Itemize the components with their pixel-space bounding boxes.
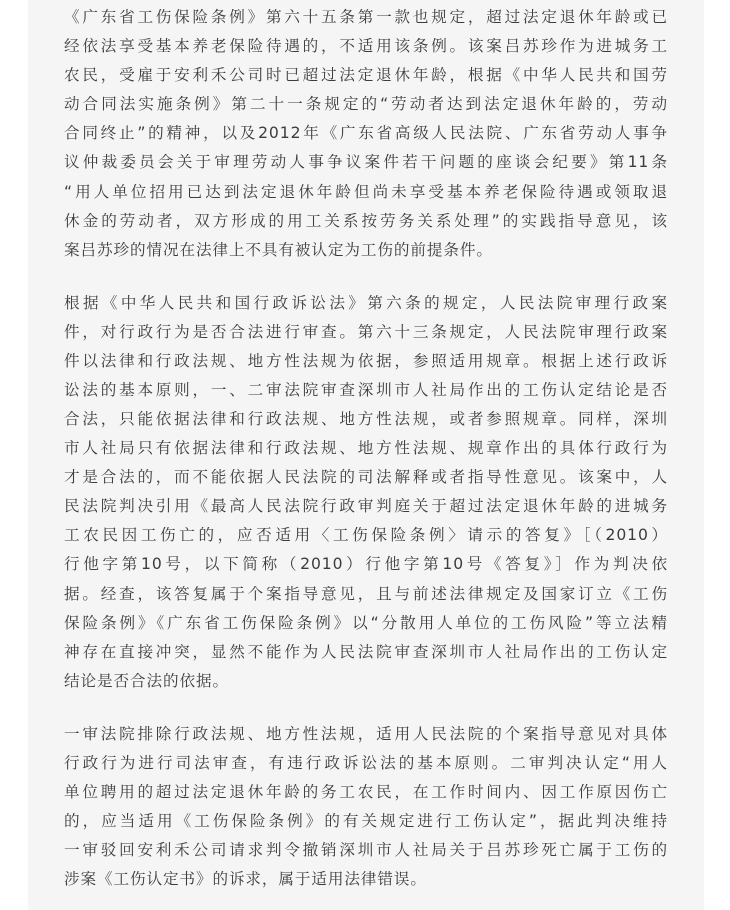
- text-line: 件，对行政行为是否合法进行审查。第六十三条规定，人民法院审理行政案: [64, 322, 668, 341]
- text-line: 神存在直接冲突，显然不能作为人民法院审查深圳市人社局作出的工伤认定: [64, 642, 668, 661]
- text-line: 市人社局只有依据法律和行政法规、地方性法规、规章作出的具体行政行为: [64, 439, 668, 458]
- article-body: [64, 3, 668, 894]
- text-line: 一审法院排除行政法规、地方性法规，适用人民法院的个案指导意见对具体: [64, 724, 668, 743]
- text-line: 才是合法的，而不能依据人民法院的司法解释或者指导性意见。该案中，人: [64, 468, 668, 487]
- paragraph-1: [64, 3, 668, 265]
- text-line: “用人单位招用已达到法定退休年龄但尚未享受基本养老保险待遇或领取退: [64, 182, 668, 201]
- text-line: 工农民因工伤亡的，应否适用〈工伤保险条例〉请示的答复》［（2010）: [64, 526, 668, 545]
- text-line: 农民，受雇于安利禾公司时已超过法定退休年龄，根据《中华人民共和国劳: [64, 66, 668, 85]
- text-line: 结论是否合法的依据。: [64, 671, 229, 690]
- text-line: 经依法享受基本养老保险待遇的，不适用该条例。该案吕苏珍作为进城务工: [64, 37, 668, 56]
- text-line: 根据《中华人民共和国行政诉讼法》第六条的规定，人民法院审理行政案: [64, 293, 668, 312]
- text-line: 讼法的基本原则，一、二审法院审查深圳市人社局作出的工伤认定结论是否: [64, 380, 668, 399]
- text-line: 合同终止”的精神，以及2012年《广东省高级人民法院、广东省劳动人事争: [64, 124, 668, 143]
- text-line: 单位聘用的超过法定退休年龄的务工农民，在工作时间内、因工作原因伤亡: [64, 782, 668, 801]
- text-line: 《广东省工伤保险条例》第六十五条第一款也规定，超过法定退休年龄或已: [64, 8, 668, 26]
- text-line: 涉案《工伤认定书》的诉求，属于适用法律错误。: [64, 870, 427, 889]
- text-line: 行他字第10号，以下简称（2010）行他字第10号《答复》］作为判决依: [64, 555, 668, 574]
- text-line: 案吕苏珍的情况在法律上不具有被认定为工伤的前提条件。: [64, 240, 493, 259]
- text-line: 行政行为进行司法审查，有违行政诉讼法的基本原则。二审判决认定“用人: [64, 753, 668, 772]
- paragraph-2: [64, 289, 668, 696]
- text-line: 一审驳回安利禾公司请求判令撤销深圳市人社局关于吕苏珍死亡属于工伤的: [64, 841, 668, 860]
- paragraph-3: [64, 720, 668, 895]
- text-line: 动合同法实施条例》第二十一条规定的“劳动者达到法定退休年龄的，劳动: [64, 95, 668, 114]
- text-line: 件以法律和行政法规、地方性法规为依据，参照适用规章。根据上述行政诉: [64, 351, 668, 370]
- document-page: [28, 0, 704, 910]
- text-line: 议仲裁委员会关于审理劳动人事争议案件若干问题的座谈会纪要》第11条: [64, 153, 668, 172]
- text-line: 合法，只能依据法律和行政法规、地方性法规，或者参照规章。同样，深圳: [64, 410, 668, 429]
- text-line: 民法院判决引用《最高人民法院行政审判庭关于超过法定退休年龄的进城务: [64, 497, 668, 516]
- text-line: 保险条例》《广东省工伤保险条例》以“分散用人单位的工伤风险”等立法精: [64, 613, 668, 632]
- text-line: 休金的劳动者，双方形成的用工关系按劳务关系处理”的实践指导意见，该: [64, 211, 668, 230]
- text-line: 据。经查，该答复属于个案指导意见，且与前述法律规定及国家订立《工伤: [64, 584, 668, 603]
- text-line: 的，应当适用《工伤保险条例》的有关规定进行工伤认定”，据此判决维持: [64, 812, 668, 831]
